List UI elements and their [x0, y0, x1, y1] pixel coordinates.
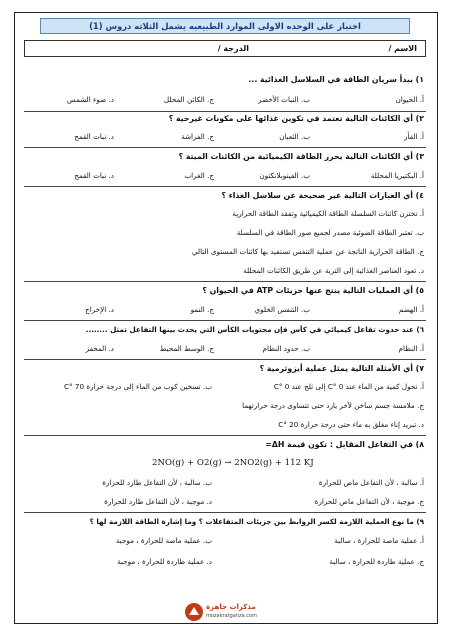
q5-option-b[interactable]: ب. التنفس الخلوي — [254, 305, 310, 314]
q3-option-c[interactable]: ج. الغراب — [184, 171, 214, 180]
q4-option-a[interactable]: أ. تختزن كائنات السلسلة الطاقة الكيميائية وتفقد الطاقة الحرارية — [232, 209, 424, 218]
logo-name: مذكرات جاهزة — [206, 603, 256, 611]
q2-option-c[interactable]: ج. الفراشة — [181, 132, 214, 141]
q5-option-a[interactable]: أ. الهضم — [398, 305, 424, 314]
q3-option-a[interactable]: أ. البكتيريا المحللة — [370, 171, 424, 180]
q1-option-a[interactable]: أ. الحيوان — [395, 95, 424, 104]
name-label: الاسم / — [388, 44, 417, 53]
question-3: ٣) أي الكائنات التالية يحرر الطاقة الكيميائية من الكائنات الميتة ؟ — [178, 152, 424, 161]
divider — [24, 320, 426, 321]
question-1: ١) يبدأ سريان الطاقة في السلاسل الغذائية ... — [248, 75, 424, 84]
question-8: ٨) في التفاعل المقابل : تكون قيمة ΔH= — [265, 440, 424, 449]
q1-option-d[interactable]: د. ضوء الشمس — [66, 95, 114, 104]
q1-option-c[interactable]: ج. الكائن المحلل — [163, 95, 214, 104]
q8-option-d[interactable]: د. موجبة ، لأن التفاعل طارد للحرارة — [104, 497, 212, 506]
reaction-equation — [152, 458, 314, 468]
q6-option-b[interactable]: ب. حدود النظام — [262, 344, 310, 353]
q2-option-b[interactable]: ب. الثعبان — [279, 132, 310, 141]
q9-option-b[interactable]: ب. عملية ماصة للحرارة ، موجبة — [115, 536, 212, 545]
q7-option-c[interactable]: ج. ملامسة جسم ساخن لآخر بارد حتى تتساوى درجة حرارتهما — [242, 401, 424, 410]
site-logo — [184, 602, 274, 622]
q7-option-a[interactable]: أ. تحول كمية من الماء عند C° 0 إلى ثلج عند C° 0 — [273, 382, 424, 391]
q4-option-c[interactable]: ج. الطاقة الحرارية الناتجة عن عملية التنفس تستفيد بها كائنات المستوى التالي — [191, 247, 424, 256]
q6-option-a[interactable]: أ. النظام — [398, 344, 424, 353]
q4-option-d[interactable]: د. تعود العناصر الغذائية إلى التربة عن طريق الكائنات المحللة — [243, 266, 424, 275]
grade-label: الدرجة / — [217, 44, 249, 53]
q3-option-d[interactable]: د. نبات القمح — [74, 171, 114, 180]
q9-option-a[interactable]: أ. عملية ماصة للحرارة ، سالبة — [334, 536, 424, 545]
q4-option-b[interactable]: ب. تعتبر الطاقة الضوئية مصدر لجميع صور الطاقة في السلسلة — [236, 228, 424, 237]
divider — [24, 435, 426, 436]
divider — [24, 186, 426, 187]
q1-option-b[interactable]: ب. النبات الأخضر — [258, 95, 310, 104]
q6-option-d[interactable]: د. المحفز — [85, 344, 114, 353]
divider — [24, 281, 426, 282]
divider — [24, 111, 426, 112]
divider — [24, 512, 426, 513]
q9-option-d[interactable]: د. عملية طاردة للحرارة ، موجبة — [117, 557, 212, 566]
question-9: ٩) ما نوع العملية اللازمة لكسر الروابط بين جزيئات المتفاعلات ؟ وما إشارة الطاقة اللازمة لها ؟ — [89, 517, 424, 526]
divider — [24, 147, 426, 148]
logo-icon — [184, 602, 204, 622]
student-info-box — [24, 40, 426, 57]
question-2: ٢) أي الكائنات التالية تعتمد في تكوين غذائها على مكونات غيرحية ؟ — [168, 114, 424, 123]
q5-option-d[interactable]: د. الإخراج — [85, 305, 114, 314]
question-5: ٥) أي العمليات التالية ينتج عنها جزيئات ATP في الحيوان ؟ — [202, 286, 424, 295]
q5-option-c[interactable]: ج. النمو — [190, 305, 214, 314]
question-4: ٤) أي العبارات التالية غير صحيحة عن سلاسل الغذاء ؟ — [221, 191, 424, 200]
question-6: ٦) عند حدوث تفاعل كيميائي في كأس فإن محتويات الكأس التي يحدث بينها التفاعل تمثل ........ — [85, 325, 424, 334]
divider — [24, 359, 426, 360]
q6-option-c[interactable]: ج. الوسط المحيط — [159, 344, 214, 353]
q7-option-d[interactable]: د. تبريد إناء مغلق به ماء حتى درجة حرارة C° 20 — [278, 420, 424, 429]
q8-option-a[interactable]: أ. سالبة ، لأن التفاعل ماص للحرارة — [318, 478, 424, 487]
q7-option-b[interactable]: ب. تسخين كوب من الماء إلى درجة حرارة C° 70 — [64, 382, 212, 391]
q8-option-b[interactable]: ب. سالبة ، لأن التفاعل طارد للحرارة — [102, 478, 212, 487]
question-7: ٧) أي الأمثلة التالية يمثل عملية أيزوثرمية ؟ — [259, 364, 424, 373]
q9-option-c[interactable]: ج. عملية طاردة للحرارة ، سالبة — [329, 557, 424, 566]
q8-option-c[interactable]: ج. موجبة ، لأن التفاعل ماص للحرارة — [314, 497, 424, 506]
exam-title: اختبار على الوحده الاولى الموارد الطبيعيه يشمل الثلاثه دروس (1) — [40, 18, 410, 34]
q3-option-b[interactable]: ب. الفيتوبلانكتون — [259, 171, 310, 180]
q2-option-a[interactable]: أ. الفأر — [403, 132, 424, 141]
reaction-equation-text: 2NO(g) + O2(g) → 2NO2(g) + 112 KJ — [152, 458, 314, 468]
logo-url: mozakratgahza.com — [206, 613, 257, 619]
q2-option-d[interactable]: د. نبات القمح — [74, 132, 114, 141]
